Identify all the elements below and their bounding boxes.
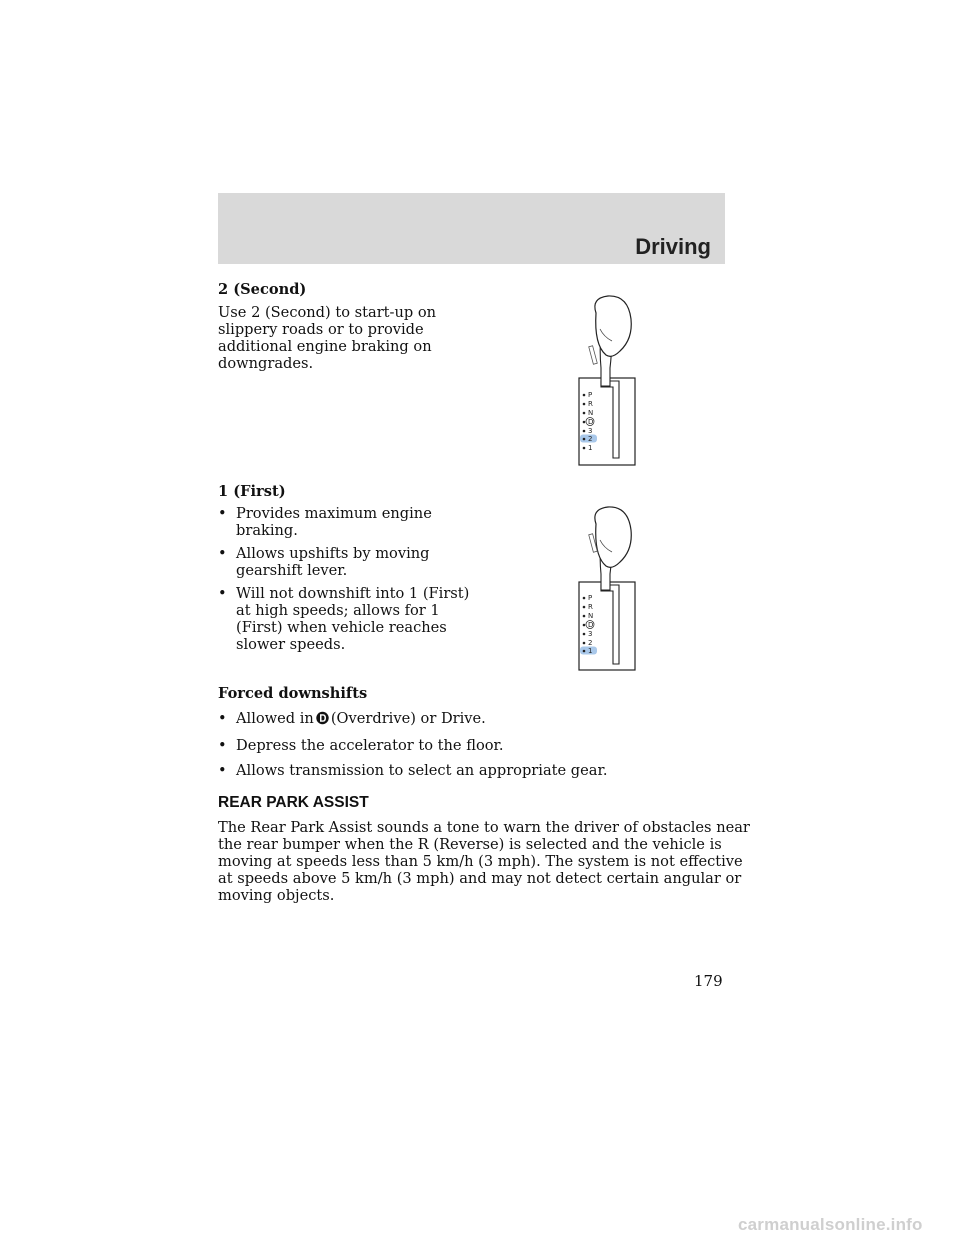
overdrive-d-icon: [316, 711, 329, 725]
bullet-icon: •: [218, 737, 227, 754]
second-line-1: Use 2 (Second) to start-up on: [218, 304, 437, 321]
rpa-line-1: The Rear Park Assist sounds a tone to warn the driver of obstacles near: [218, 819, 750, 836]
rpa-line-4: at speeds above 5 km/h (3 mph) and may not detect certain angular or: [218, 870, 742, 887]
gear-2-label: 2: [588, 639, 593, 647]
bullet-icon: •: [218, 545, 227, 562]
bullet-icon: •: [218, 710, 227, 727]
rpa-line-2: the rear bumper when the R (Reverse) is selected and the vehicle is: [218, 836, 722, 853]
rpa-line-5: moving objects.: [218, 887, 335, 904]
section-header-band: [218, 193, 725, 264]
bullet-icon: •: [218, 585, 227, 602]
gear-1-label: 1: [588, 444, 593, 452]
watermark: carmanualsonline.info: [738, 1215, 923, 1234]
gearshift-illustration-first: [570, 504, 642, 676]
rear-park-assist-heading: REAR PARK ASSIST: [218, 794, 369, 811]
gear-3-label: 3: [588, 630, 593, 638]
bullet-icon: •: [218, 505, 227, 522]
gear-n-label: N: [588, 409, 594, 417]
first-heading: 1 (First): [218, 483, 286, 500]
gearshift-illustration-second: [570, 293, 642, 471]
gear-p-label: P: [588, 391, 593, 399]
gear-1-label-highlighted: 1: [588, 647, 593, 655]
gear-d-label: D: [588, 621, 594, 629]
page-number: 179: [694, 972, 723, 990]
rpa-line-3: moving at speeds less than 5 km/h (3 mph). The system is not effective: [218, 853, 743, 870]
gear-r-label: R: [588, 400, 593, 408]
second-line-3: additional engine braking on: [218, 338, 432, 355]
gear-3-label: 3: [588, 427, 593, 435]
gear-2-label-highlighted: 2: [588, 435, 593, 443]
section-title: Driving: [635, 234, 711, 259]
second-heading: 2 (Second): [218, 281, 307, 298]
gear-p-label: P: [588, 594, 593, 602]
bullet-icon: •: [218, 762, 227, 779]
second-line-4: downgrades.: [218, 355, 314, 372]
gear-d-label: D: [588, 418, 594, 426]
second-line-2: slippery roads or to provide: [218, 321, 424, 338]
gear-n-label: N: [588, 612, 594, 620]
forced-heading: Forced downshifts: [218, 685, 368, 702]
gear-r-label: R: [588, 603, 593, 611]
